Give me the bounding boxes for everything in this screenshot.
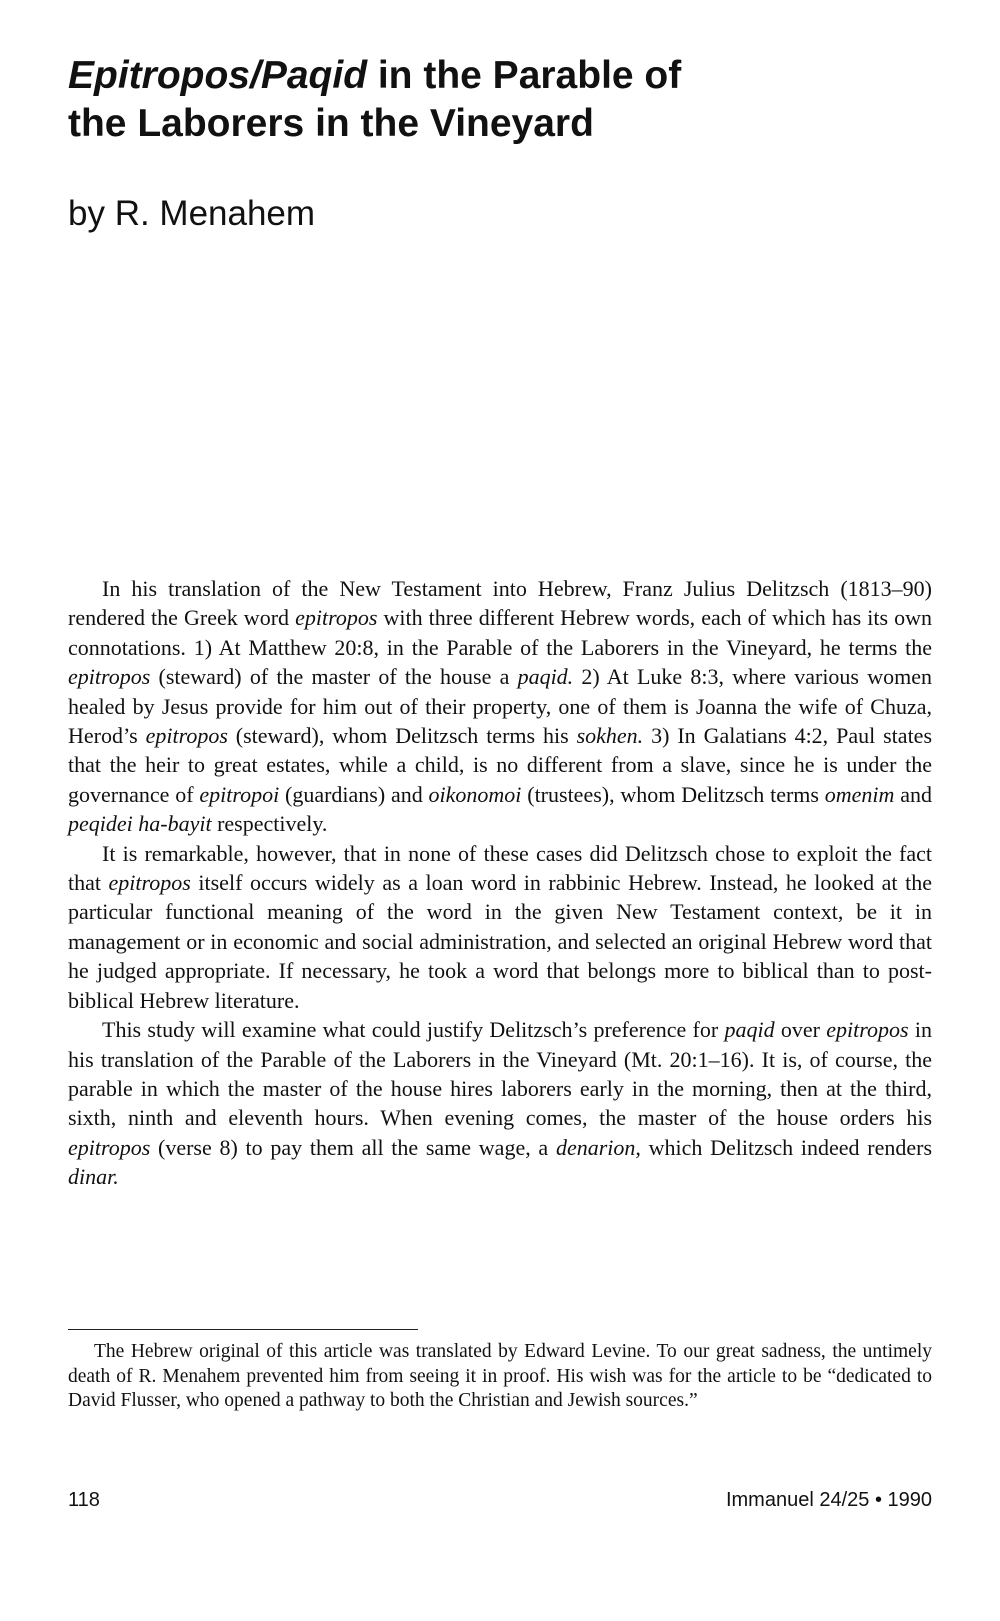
text-run: (trustees), whom Delitzsch terms bbox=[521, 781, 825, 807]
title-line-1: in the Parable of bbox=[367, 54, 682, 97]
text-run: with three different Hebrew words, each of which has its own connotations. 1) At Matthew 20:8, in the Parable of the Laborers in the Vineyard, he terms the bbox=[68, 605, 932, 660]
italic-term: sokhen. bbox=[576, 723, 644, 749]
text-run: 2) At Luke 8:3, where various women healed by Jesus provide for him out of their property, one of them is Joanna the wife of Chuza, Herod’s bbox=[68, 664, 932, 749]
footnote: The Hebrew original of this article was translated by Edward Levine. To our great sadness, the untimely death of R. Menahem prevented him from seeing it in proof. His wish was for the article to be “dedicated to David Flusser, who opened a pathway to both the Christian and Jewish sources.” bbox=[68, 1341, 932, 1412]
article-title bbox=[68, 52, 948, 148]
body-paragraph bbox=[68, 1015, 932, 1191]
italic-term: oikonomoi bbox=[428, 781, 522, 807]
body-paragraph bbox=[68, 574, 932, 839]
text-run: (steward) of the master of the house a bbox=[150, 664, 518, 690]
italic-term: epitropos bbox=[68, 664, 151, 690]
text-run: (steward), whom Delitzsch terms his bbox=[227, 723, 577, 749]
title-line-2: the Laborers in the Vineyard bbox=[68, 102, 594, 145]
italic-term: epitropos bbox=[145, 723, 228, 749]
text-run: itself occurs widely as a loan word in rabbinic Hebrew. Instead, he looked at the particular functional meaning of the word in the given New Testament context, be it in management or in economic and social administration, and selected an original Hebrew word that he judged appropriate. If necessary, he took a word that belongs more to biblical than to post-biblical Hebrew literature. bbox=[68, 870, 932, 1013]
journal-info: Immanuel 24/25 • 1990 bbox=[725, 1489, 932, 1511]
italic-term: omenim bbox=[824, 781, 895, 807]
italic-term: epitropos bbox=[68, 1134, 151, 1160]
italic-term: peqidei ha-bayit bbox=[68, 811, 212, 837]
text-run: It is remarkable, however, that in none of these cases did Delitzsch chose to exploit the fact that bbox=[68, 840, 932, 896]
italic-term: paqid bbox=[724, 1017, 775, 1043]
italic-term: epitropos bbox=[826, 1017, 909, 1043]
author-byline: by R. Menahem bbox=[68, 194, 316, 233]
text-run: In his translation of the New Testament into Hebrew, Franz Julius Delitzsch (1813–90) rendered the Greek word bbox=[68, 576, 932, 631]
article-body bbox=[68, 574, 932, 1192]
text-run: 3) In Galatians 4:2, Paul states that the heir to great estates, while a child, is no different from a slave, since he is under the governance of bbox=[68, 723, 933, 807]
text-run: This study will examine what could justify Delitzsch’s preference for bbox=[102, 1017, 725, 1043]
italic-term: epitropoi bbox=[199, 781, 280, 807]
italic-term: denarion, bbox=[555, 1134, 641, 1160]
italic-term: dinar. bbox=[68, 1164, 119, 1190]
text-run: (verse 8) to pay them all the same wage, a bbox=[150, 1134, 556, 1160]
text-run: in his translation of the Parable of the Laborers in the Vineyard (Mt. 20:1–16). It is, of course, the parable in which the master of the house hires laborers early in the morning, then at the third, sixth, ninth and eleventh hours. When evening comes, the master of the house orders his bbox=[68, 1017, 932, 1131]
italic-term: epitropos bbox=[108, 870, 191, 896]
page-number: 118 bbox=[68, 1489, 100, 1511]
text-run: respectively. bbox=[211, 811, 328, 837]
text-run: over bbox=[774, 1017, 827, 1043]
italic-term: epitropos bbox=[295, 605, 378, 631]
title-italic-term: Epitropos/Paqid bbox=[68, 54, 368, 97]
body-paragraph bbox=[68, 839, 932, 1015]
text-run: and bbox=[894, 781, 933, 807]
text-run: (guardians) and bbox=[279, 781, 429, 807]
text-run: which Delitzsch indeed renders bbox=[640, 1134, 933, 1160]
italic-term: paqid. bbox=[517, 664, 574, 690]
footnote-divider bbox=[68, 1329, 418, 1330]
